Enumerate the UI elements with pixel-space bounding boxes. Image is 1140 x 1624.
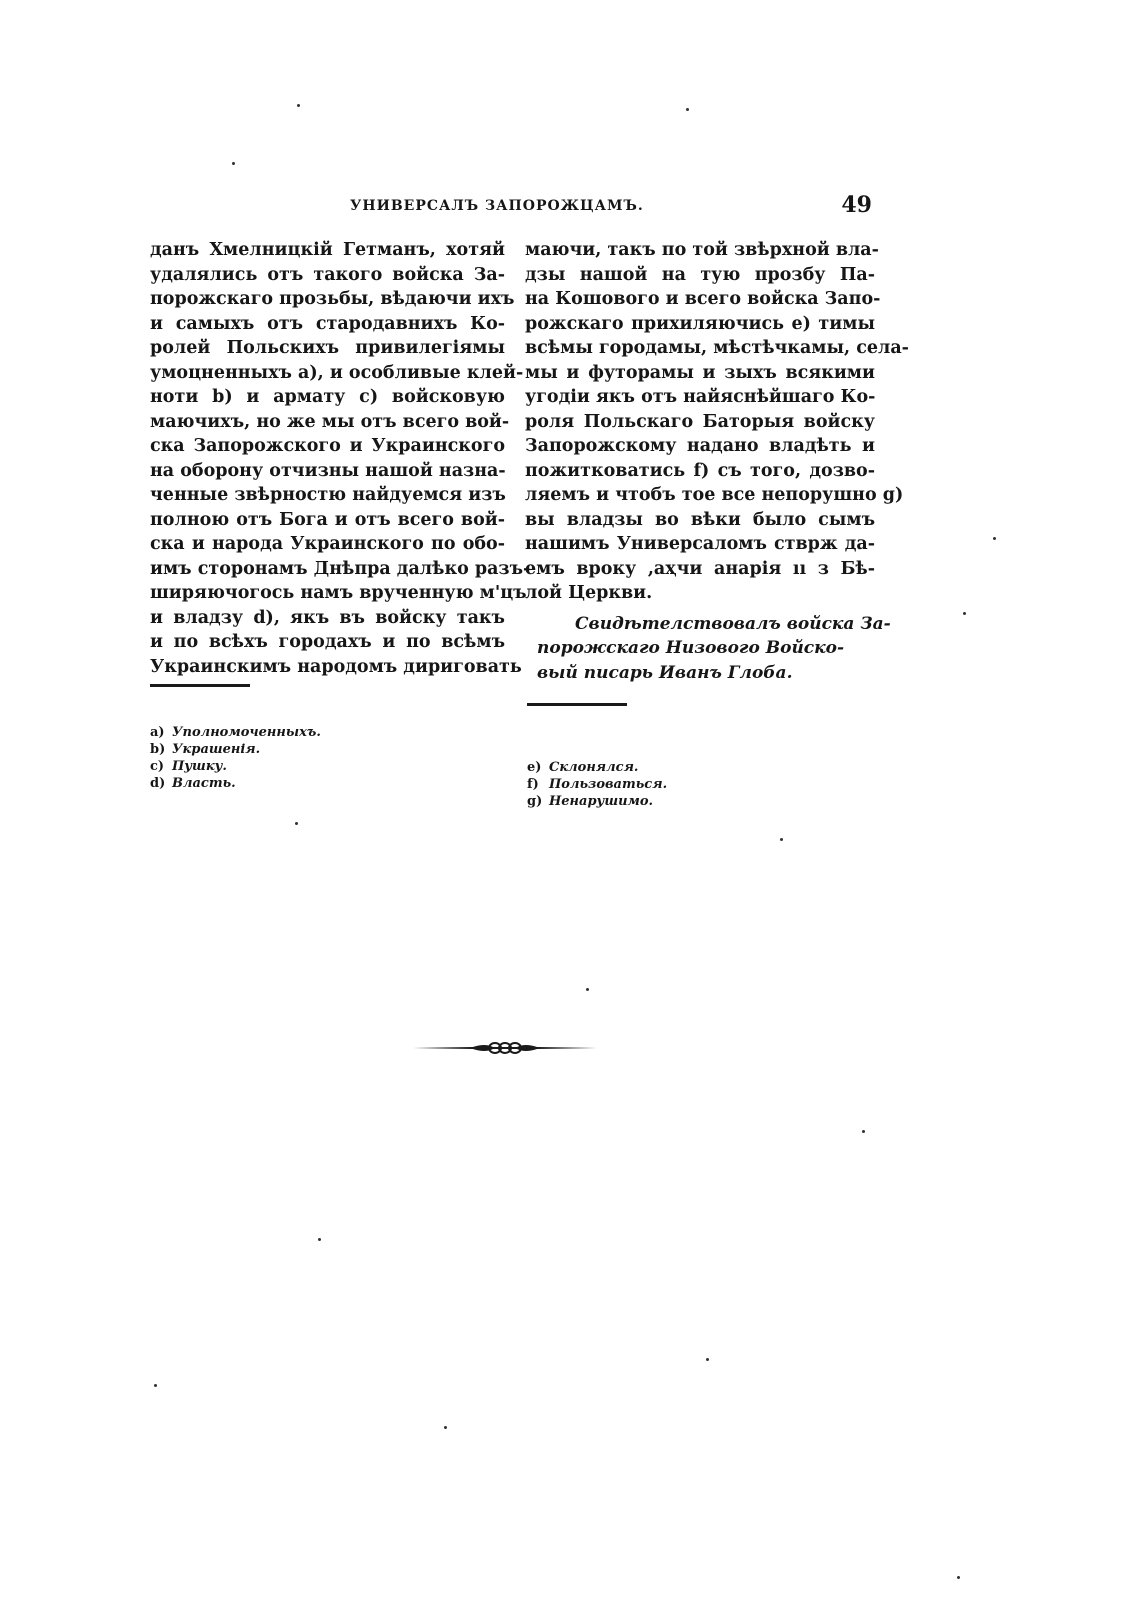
scan-speck: [993, 537, 996, 540]
text-line: ролей Польскихъ привилегіямы: [150, 338, 505, 358]
scan-speck: [963, 612, 966, 615]
footnote-rule-right: [527, 703, 627, 706]
scan-speck: [706, 1358, 709, 1361]
text-line: и по всѣхъ городахъ и по всѣмъ: [150, 632, 505, 652]
text-line: маючи, такъ по той звѣрхной вла-: [525, 240, 879, 260]
text-line: Украинскимъ народомъ дириговать: [150, 656, 522, 677]
text-line: рожскаго прихиляючись e) тимы: [525, 313, 875, 334]
text-line: ширяючогось намъ врученную м'цъ: [150, 583, 527, 603]
footnote: a) Уполномоченныхъ.: [150, 725, 321, 740]
scan-speck: [686, 108, 689, 111]
text-line: роля Польскаго Баторыя войску: [525, 411, 875, 432]
footnote: d) Власть.: [150, 776, 236, 791]
text-line: ляемъ и чтобъ тое все непорушно g): [525, 485, 904, 505]
page-number: 49: [841, 192, 872, 218]
footnote: c) Пушку.: [150, 759, 227, 774]
footnote: e) Склонялся.: [527, 760, 639, 775]
left-text-column: [150, 238, 531, 679]
running-title: УНИВЕРСАЛЪ ЗАПОРОЖЦАМЪ.: [350, 198, 644, 214]
text-line: имъ сторонамъ Днѣпра далѣко разъ-: [150, 558, 531, 579]
text-line: удалялись отъ такого войска За-: [150, 264, 505, 285]
footnote: g) Ненарушимо.: [527, 794, 654, 809]
right-text-column: [525, 238, 909, 685]
text-line: угодіи якъ отъ найяснѣйшаго Ко-: [525, 387, 876, 407]
scan-speck: [862, 1130, 865, 1133]
text-line: нашимъ Универсаломъ стврж да-: [525, 534, 875, 554]
signature-line: вый писарь Иванъ Глоба.: [537, 662, 793, 683]
text-line: на Кошового и всего войска Запо-: [525, 289, 881, 309]
scan-speck: [297, 104, 300, 107]
text-line: данъ Хмелницкій Гетманъ, хотяй: [150, 240, 505, 260]
scan-speck: [586, 988, 589, 991]
signature: [525, 612, 891, 686]
footnote-rule-left: [150, 684, 250, 687]
scan-speck: [780, 838, 783, 841]
scan-speck: [318, 1238, 321, 1241]
scan-speck: [444, 1426, 447, 1429]
text-line: ноти b) и армату c) войсковую: [150, 387, 505, 407]
text-line: полною отъ Бога и отъ всего вой-: [150, 509, 505, 530]
scan-speck: [232, 162, 235, 165]
text-line: ска и народа Украинского по обо-: [150, 534, 505, 554]
text-line: и самыхъ отъ стародавнихъ Ко-: [150, 313, 505, 334]
text-line: пожитковатись f) съ того, дозво-: [525, 460, 875, 481]
text-line: умоцненныхъ a), и особливые клей-: [150, 362, 524, 383]
text-line: вы владзы во вѣки было сымъ: [525, 509, 875, 530]
text-line: ченные звѣрностю найдуемся изъ: [150, 485, 506, 505]
running-header: [150, 192, 872, 220]
scan-speck: [295, 822, 298, 825]
text-line: порожскаго прозьбы, вѣдаючи ихъ: [150, 289, 515, 309]
signature-line: Свидѣтелствовалъ войска За-: [575, 613, 891, 634]
text-line: емъ вроку ,аҳчи анарія ıı з Бѣ-: [525, 558, 875, 579]
text-line: маючихъ, но же мы отъ всего вой-: [150, 411, 510, 432]
text-line: лой Церкви.: [525, 583, 653, 603]
footnotes-right: [527, 759, 667, 810]
text-line: ска Запорожского и Украинского: [150, 436, 505, 456]
ornament-divider-icon: [413, 1038, 597, 1058]
scan-speck: [957, 1576, 960, 1579]
text-line: на оборону отчизны нашой назна-: [150, 460, 506, 481]
text-line: и владзу d), якъ въ войску такъ: [150, 607, 505, 628]
text-line: всѣмы городамы, мѣстѣчкамы, села-: [525, 338, 909, 358]
text-line: мы и футорамы и зыхъ всякими: [525, 362, 875, 383]
footnote: b) Украшенія.: [150, 742, 261, 757]
footnotes-left: [150, 724, 321, 792]
text-line: Запорожскому надано владѣть и: [525, 436, 875, 456]
text-line: дзы нашой на тую прозбу Па-: [525, 264, 875, 285]
signature-line: порожскаго Низового Войско-: [537, 638, 845, 658]
footnote: f) Пользоваться.: [527, 777, 668, 792]
scan-speck: [154, 1384, 157, 1387]
